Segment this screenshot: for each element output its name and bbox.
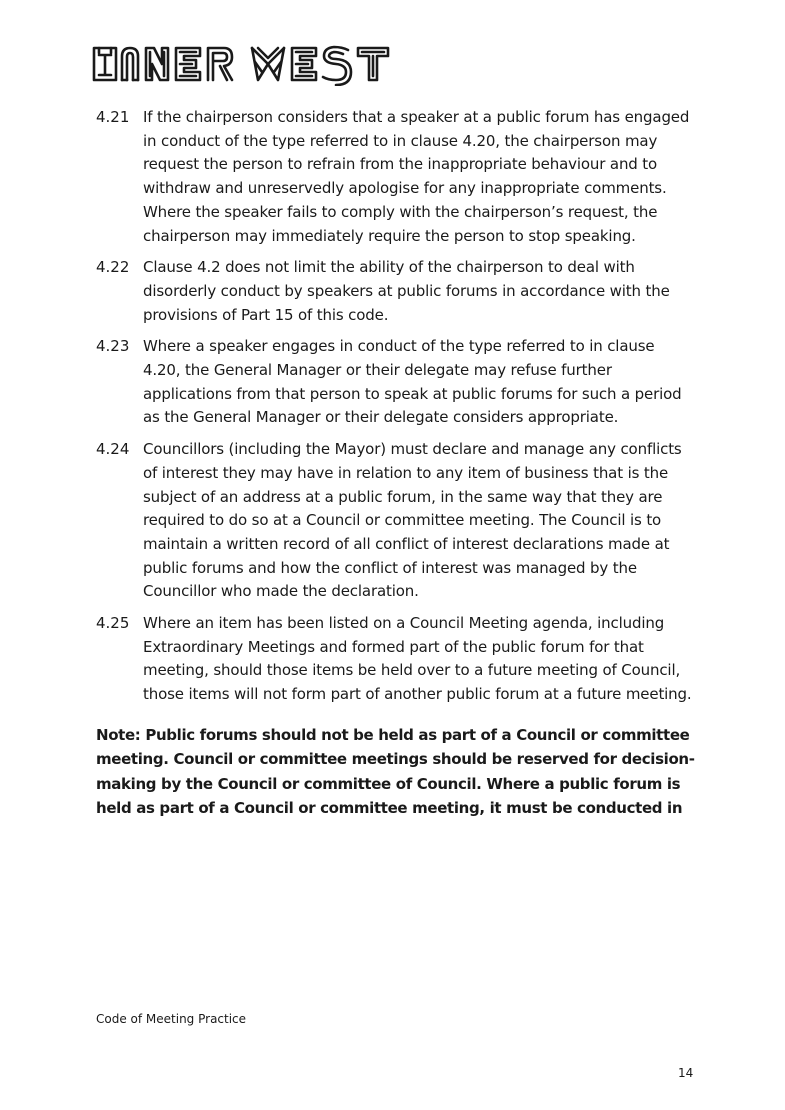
page-number: 14: [678, 1066, 694, 1080]
clause-number: 4.23: [96, 337, 130, 356]
clause-4-21: [96, 106, 696, 248]
document-body: [96, 106, 696, 821]
clause-4-24: [96, 438, 696, 604]
clause-text: Where an item has been listed on a Council Meeting agenda, including Extraordinary Meetings and formed part of the public forum for that meeting, should those items be held over to a future meeting of Council, those items will not form part of another public forum at a future meeting.: [143, 614, 692, 704]
clause-number: 4.24: [96, 440, 130, 459]
clause-number: 4.21: [96, 108, 130, 126]
clause-4-23: [96, 335, 696, 430]
footer-document-title: Code of Meeting Practice: [96, 1012, 247, 1026]
clause-text: Councillors (including the Mayor) must declare and manage any conflicts of interest they may have in relation to any item of business that is the subject of an address at a public forum, in the same way that they are required to do so at a Council or committee meeting. The Council is to maintain a written record of all conflict of interest declarations made at public forums and how the conflict of interest was managed by the Councillor who made the declaration.: [143, 440, 682, 601]
clause-number: 4.25: [96, 614, 130, 633]
clause-number: 4.22: [96, 258, 130, 277]
public-forum-note: Note: Public forums should not be held as part of a Council or committee meeting. Council or committee meetings should be reserved for decision-making by the Council or committee of Council. Where a public forum is held as part of a Council or committee meeting, it must be conducted in: [96, 725, 695, 818]
inner-west-logo: [92, 42, 392, 86]
clause-4-22: [96, 256, 696, 327]
clause-text: Clause 4.2 does not limit the ability of the chairperson to deal with disorderly conduct by speakers at public forums in accordance with the provisions of Part 15 of this code.: [143, 258, 670, 324]
clause-text: If the chairperson considers that a speaker at a public forum has engaged in conduct of the type referred to in clause 4.20, the chairperson may request the person to refrain from the inappropriate behaviour and to withdraw and unreservedly apologise for any inappropriate comments. Where the speaker fails to comply with the chairperson’s request, the chairperson may immediately require the person to stop speaking.: [143, 108, 690, 245]
logo-icon: [92, 42, 392, 86]
clause-4-25: [96, 612, 696, 707]
clause-text: Where a speaker engages in conduct of the type referred to in clause 4.20, the General Manager or their delegate may refuse further applications from that person to speak at public forums for such a period as the General Manager or their delegate considers appropriate.: [143, 337, 682, 427]
